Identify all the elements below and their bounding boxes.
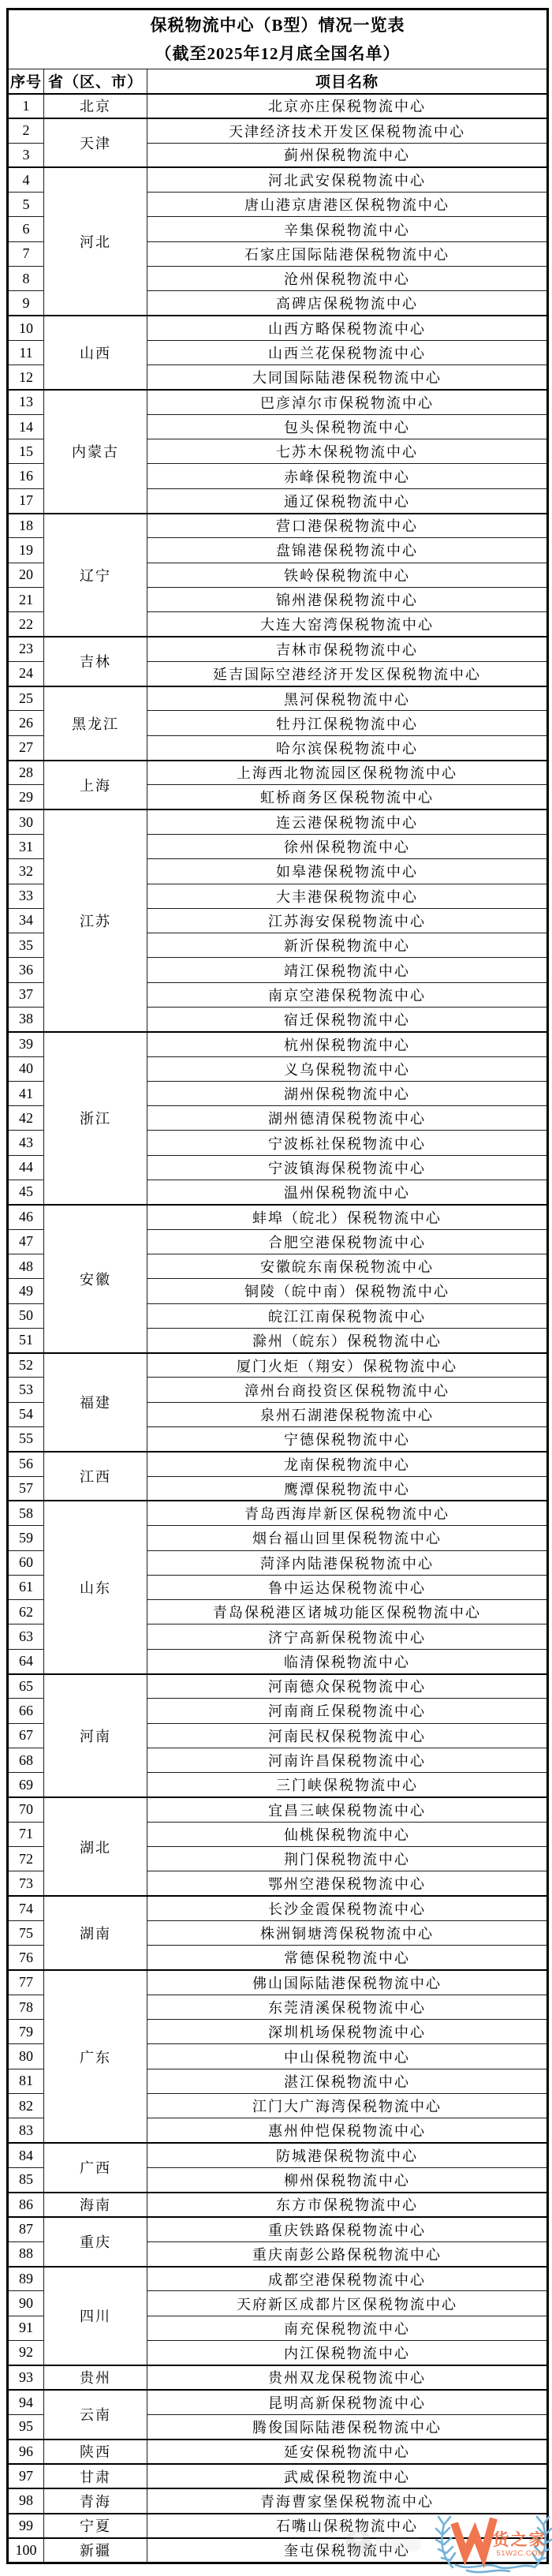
row-index-cell: 1 — [8, 94, 44, 118]
project-cell: 宁波镇海保税物流中心 — [147, 1155, 548, 1180]
row-index-cell: 82 — [8, 2094, 44, 2118]
project-cell: 江苏海安保税物流中心 — [147, 908, 548, 933]
project-cell: 大丰港保税物流中心 — [147, 884, 548, 908]
row-index-cell: 30 — [8, 809, 44, 834]
table-row — [8, 1032, 548, 1056]
row-index-cell: 98 — [8, 2488, 44, 2513]
project-cell: 济宁高新保税物流中心 — [147, 1624, 548, 1649]
table-row — [8, 809, 548, 834]
row-index-cell: 65 — [8, 1674, 44, 1699]
table-row — [8, 1797, 548, 1822]
row-index-cell: 33 — [8, 884, 44, 908]
province-cell: 天津 — [44, 118, 147, 168]
project-cell: 天府新区成都片区保税物流中心 — [147, 2291, 548, 2316]
project-cell: 哈尔滨保税物流中心 — [147, 735, 548, 760]
project-cell: 南充保税物流中心 — [147, 2316, 548, 2340]
project-cell: 河北武安保税物流中心 — [147, 167, 548, 192]
row-index-cell: 31 — [8, 834, 44, 858]
table-row — [8, 2390, 548, 2414]
row-index-cell: 91 — [8, 2316, 44, 2340]
row-index-cell: 5 — [8, 193, 44, 217]
table-row — [8, 1896, 548, 1920]
watermark-w-icon — [454, 2518, 494, 2555]
project-cell: 重庆铁路保税物流中心 — [147, 2217, 548, 2241]
project-cell: 长沙金霞保税物流中心 — [147, 1896, 548, 1920]
column-header-province: 省（区、市） — [44, 69, 147, 94]
table-row — [8, 1501, 548, 1525]
row-index-cell: 55 — [8, 1427, 44, 1452]
row-index-cell: 41 — [8, 1081, 44, 1105]
table-row — [8, 1353, 548, 1378]
row-index-cell: 16 — [8, 464, 44, 488]
row-index-cell: 64 — [8, 1649, 44, 1673]
row-index-cell: 93 — [8, 2365, 44, 2390]
row-index-cell: 40 — [8, 1056, 44, 1081]
row-index-cell: 7 — [8, 241, 44, 266]
row-index-cell: 24 — [8, 661, 44, 686]
table-row — [8, 94, 548, 118]
project-cell: 延吉国际空港经济开发区保税物流中心 — [147, 661, 548, 686]
project-cell: 鄂州空港保税物流中心 — [147, 1871, 548, 1896]
project-cell: 江门大广海湾保税物流中心 — [147, 2094, 548, 2118]
table-row — [8, 637, 548, 661]
province-cell: 北京 — [44, 94, 147, 118]
ghost-blob-icon — [375, 2536, 421, 2552]
row-index-cell: 97 — [8, 2464, 44, 2488]
project-cell: 河南商丘保税物流中心 — [147, 1699, 548, 1723]
project-cell: 连云港保税物流中心 — [147, 809, 548, 834]
row-index-cell: 59 — [8, 1526, 44, 1550]
project-cell: 锦州港保税物流中心 — [147, 587, 548, 611]
province-cell: 青海 — [44, 2488, 147, 2513]
project-cell: 巴彦淖尔市保税物流中心 — [147, 390, 548, 414]
row-index-cell: 66 — [8, 1699, 44, 1723]
row-index-cell: 28 — [8, 761, 44, 785]
table-row — [8, 761, 548, 785]
row-index-cell: 77 — [8, 1970, 44, 1995]
row-index-cell: 26 — [8, 711, 44, 735]
project-cell: 深圳机场保税物流中心 — [147, 2020, 548, 2044]
column-header-index: 序号 — [8, 69, 44, 94]
table-row — [8, 390, 548, 414]
row-index-cell: 92 — [8, 2341, 44, 2365]
table-row — [8, 2217, 548, 2241]
project-cell: 铜陵（皖中南）保税物流中心 — [147, 1279, 548, 1303]
row-index-cell: 29 — [8, 785, 44, 809]
row-index-cell: 85 — [8, 2167, 44, 2192]
row-index-cell: 74 — [8, 1896, 44, 1920]
project-cell: 营口港保税物流中心 — [147, 514, 548, 538]
project-cell: 山西方略保税物流中心 — [147, 316, 548, 340]
project-cell: 新沂保税物流中心 — [147, 933, 548, 958]
row-index-cell: 19 — [8, 538, 44, 563]
row-index-cell: 2 — [8, 118, 44, 143]
project-cell: 宁波栎社保税物流中心 — [147, 1131, 548, 1155]
project-cell: 烟台福山回里保税物流中心 — [147, 1526, 548, 1550]
row-index-cell: 58 — [8, 1501, 44, 1525]
project-cell: 大同国际陆港保税物流中心 — [147, 365, 548, 390]
project-cell: 靖江保税物流中心 — [147, 958, 548, 982]
project-cell: 天津经济技术开发区保税物流中心 — [147, 118, 548, 143]
project-cell: 湖州德清保税物流中心 — [147, 1106, 548, 1131]
table-row — [8, 118, 548, 143]
row-index-cell: 87 — [8, 2217, 44, 2241]
row-index-cell: 67 — [8, 1723, 44, 1748]
row-index-cell: 94 — [8, 2390, 44, 2414]
project-cell: 牡丹江保税物流中心 — [147, 711, 548, 735]
row-index-cell: 51 — [8, 1328, 44, 1352]
row-index-cell: 11 — [8, 340, 44, 365]
project-cell: 蚌埠（皖北）保税物流中心 — [147, 1205, 548, 1229]
project-cell: 唐山港京唐港区保税物流中心 — [147, 193, 548, 217]
project-cell: 菏泽内陆港保税物流中心 — [147, 1550, 548, 1575]
project-cell: 高碑店保税物流中心 — [147, 291, 548, 316]
province-cell: 上海 — [44, 761, 147, 810]
row-index-cell: 83 — [8, 2118, 44, 2143]
row-index-cell: 6 — [8, 217, 44, 241]
project-cell: 常德保税物流中心 — [147, 1946, 548, 1970]
table-row — [8, 167, 548, 192]
project-cell: 如皋港保税物流中心 — [147, 859, 548, 884]
province-cell: 宁夏 — [44, 2514, 147, 2538]
project-cell: 仙桃保税物流中心 — [147, 1822, 548, 1846]
province-cell: 湖南 — [44, 1896, 147, 1970]
row-index-cell: 86 — [8, 2193, 44, 2217]
project-cell: 赤峰保税物流中心 — [147, 464, 548, 488]
project-cell: 内江保税物流中心 — [147, 2341, 548, 2365]
project-cell: 蓟州保税物流中心 — [147, 143, 548, 167]
row-index-cell: 78 — [8, 1995, 44, 2019]
row-index-cell: 39 — [8, 1032, 44, 1056]
row-index-cell: 100 — [8, 2538, 44, 2563]
project-cell: 株洲铜塘湾保税物流中心 — [147, 1920, 548, 1945]
table-row — [8, 1970, 548, 1995]
ghost-dot-icon — [353, 2533, 363, 2542]
row-index-cell: 18 — [8, 514, 44, 538]
table-row — [8, 686, 548, 711]
table-row — [8, 514, 548, 538]
project-cell: 奎屯保税物流中心 — [147, 2538, 548, 2563]
column-header-project: 项目名称 — [147, 69, 548, 94]
project-cell: 河南德众保税物流中心 — [147, 1674, 548, 1699]
row-index-cell: 95 — [8, 2414, 44, 2439]
project-cell: 包头保税物流中心 — [147, 414, 548, 439]
row-index-cell: 50 — [8, 1303, 44, 1328]
row-index-cell: 61 — [8, 1575, 44, 1599]
row-index-cell: 36 — [8, 958, 44, 982]
row-index-cell: 90 — [8, 2291, 44, 2316]
row-index-cell: 63 — [8, 1624, 44, 1649]
project-cell: 防城港保税物流中心 — [147, 2143, 548, 2167]
row-index-cell: 69 — [8, 1773, 44, 1797]
province-cell: 新疆 — [44, 2538, 147, 2563]
province-cell: 甘肃 — [44, 2464, 147, 2488]
project-cell: 沧州保税物流中心 — [147, 267, 548, 291]
title-line-2: （截至2025年12月底全国名单） — [155, 44, 401, 63]
header-row — [8, 69, 548, 94]
project-cell: 南京空港保税物流中心 — [147, 982, 548, 1007]
row-index-cell: 60 — [8, 1550, 44, 1575]
row-index-cell: 43 — [8, 1131, 44, 1155]
project-cell: 武威保税物流中心 — [147, 2464, 548, 2488]
row-index-cell: 96 — [8, 2440, 44, 2464]
project-cell: 青海曹家堡保税物流中心 — [147, 2488, 548, 2513]
province-cell: 贵州 — [44, 2365, 147, 2390]
province-cell: 河南 — [44, 1674, 147, 1797]
project-cell: 吉林市保税物流中心 — [147, 637, 548, 661]
row-index-cell: 52 — [8, 1353, 44, 1378]
project-cell: 宿迁保税物流中心 — [147, 1007, 548, 1031]
province-cell: 重庆 — [44, 2217, 147, 2267]
row-index-cell: 44 — [8, 1155, 44, 1180]
table-row — [8, 2365, 548, 2390]
project-cell: 临清保税物流中心 — [147, 1649, 548, 1673]
row-index-cell: 62 — [8, 1600, 44, 1624]
row-index-cell: 8 — [8, 267, 44, 291]
row-index-cell: 56 — [8, 1452, 44, 1476]
row-index-cell: 25 — [8, 686, 44, 711]
project-cell: 宜昌三峡保税物流中心 — [147, 1797, 548, 1822]
project-cell: 三门峡保税物流中心 — [147, 1773, 548, 1797]
province-cell: 山西 — [44, 316, 147, 390]
project-cell: 义乌保税物流中心 — [147, 1056, 548, 1081]
row-index-cell: 47 — [8, 1229, 44, 1254]
province-cell: 吉林 — [44, 637, 147, 686]
province-cell: 陕西 — [44, 2440, 147, 2464]
province-cell: 四川 — [44, 2267, 147, 2365]
row-index-cell: 73 — [8, 1871, 44, 1896]
province-cell: 云南 — [44, 2390, 147, 2440]
project-cell: 虹桥商务区保税物流中心 — [147, 785, 548, 809]
project-cell: 石嘴山保税物流中心 — [147, 2514, 548, 2538]
row-index-cell: 57 — [8, 1476, 44, 1501]
table-row — [8, 2193, 548, 2217]
project-cell: 泉州石湖港保税物流中心 — [147, 1402, 548, 1426]
project-cell: 宁德保税物流中心 — [147, 1427, 548, 1452]
province-cell: 内蒙古 — [44, 390, 147, 513]
project-cell: 安徽皖东南保税物流中心 — [147, 1254, 548, 1278]
province-cell: 河北 — [44, 167, 147, 316]
row-index-cell: 79 — [8, 2020, 44, 2044]
project-cell: 昆明高新保税物流中心 — [147, 2390, 548, 2414]
row-index-cell: 10 — [8, 316, 44, 340]
project-cell: 河南民权保税物流中心 — [147, 1723, 548, 1748]
project-cell: 贵州双龙保税物流中心 — [147, 2365, 548, 2390]
row-index-cell: 46 — [8, 1205, 44, 1229]
project-cell: 温州保税物流中心 — [147, 1180, 548, 1205]
row-index-cell: 84 — [8, 2143, 44, 2167]
row-index-cell: 76 — [8, 1946, 44, 1970]
project-cell: 东方市保税物流中心 — [147, 2193, 548, 2217]
row-index-cell: 23 — [8, 637, 44, 661]
table-row — [8, 2143, 548, 2167]
project-cell: 青岛西海岸新区保税物流中心 — [147, 1501, 548, 1525]
row-index-cell: 54 — [8, 1402, 44, 1426]
brand-site: 51W2C.COM — [496, 2549, 545, 2558]
project-cell: 大连大窑湾保税物流中心 — [147, 612, 548, 637]
province-cell: 湖北 — [44, 1797, 147, 1896]
project-cell: 徐州保税物流中心 — [147, 834, 548, 858]
row-index-cell: 17 — [8, 488, 44, 513]
table-body — [8, 9, 548, 2563]
project-cell: 上海西北物流园区保税物流中心 — [147, 761, 548, 785]
table-row — [8, 316, 548, 340]
province-cell: 黑龙江 — [44, 686, 147, 761]
project-cell: 腾俊国际陆港保税物流中心 — [147, 2414, 548, 2439]
project-cell: 七苏木保税物流中心 — [147, 439, 548, 464]
row-index-cell: 42 — [8, 1106, 44, 1131]
row-index-cell: 99 — [8, 2514, 44, 2538]
province-cell: 福建 — [44, 1353, 147, 1452]
row-index-cell: 21 — [8, 587, 44, 611]
title-line-1: 保税物流中心（B型）情况一览表 — [150, 16, 405, 35]
bonded-logistics-table — [6, 8, 549, 2564]
title-row — [8, 9, 548, 69]
province-cell: 海南 — [44, 2193, 147, 2217]
project-cell: 合肥空港保税物流中心 — [147, 1229, 548, 1254]
province-cell: 安徽 — [44, 1205, 147, 1353]
project-cell: 佛山国际陆港保税物流中心 — [147, 1970, 548, 1995]
row-index-cell: 49 — [8, 1279, 44, 1303]
row-index-cell: 12 — [8, 365, 44, 390]
project-cell: 惠州仲恺保税物流中心 — [147, 2118, 548, 2143]
brand-watermark — [435, 2474, 552, 2575]
row-index-cell: 71 — [8, 1822, 44, 1846]
table-title — [8, 9, 548, 69]
row-index-cell: 9 — [8, 291, 44, 316]
row-index-cell: 37 — [8, 982, 44, 1007]
row-index-cell: 80 — [8, 2044, 44, 2069]
project-cell: 青岛保税港区诸城功能区保税物流中心 — [147, 1600, 548, 1624]
table-row — [8, 2267, 548, 2291]
province-cell: 辽宁 — [44, 514, 147, 637]
brand-name: 货之家 — [492, 2531, 547, 2549]
project-cell: 杭州保税物流中心 — [147, 1032, 548, 1056]
row-index-cell: 32 — [8, 859, 44, 884]
table-row — [8, 1205, 548, 1229]
province-cell: 浙江 — [44, 1032, 147, 1205]
project-cell: 铁岭保税物流中心 — [147, 563, 548, 587]
project-cell: 重庆南彭公路保税物流中心 — [147, 2241, 548, 2266]
project-cell: 柳州保税物流中心 — [147, 2167, 548, 2192]
project-cell: 河南许昌保税物流中心 — [147, 1748, 548, 1772]
row-index-cell: 22 — [8, 612, 44, 637]
sheet — [6, 8, 549, 2564]
province-cell: 广西 — [44, 2143, 147, 2193]
project-cell: 鹰潭保税物流中心 — [147, 1476, 548, 1501]
project-cell: 皖江江南保税物流中心 — [147, 1303, 548, 1328]
row-index-cell: 48 — [8, 1254, 44, 1278]
row-index-cell: 14 — [8, 414, 44, 439]
project-cell: 荆门保税物流中心 — [147, 1847, 548, 1871]
project-cell: 延安保税物流中心 — [147, 2440, 548, 2464]
province-cell: 江西 — [44, 1452, 147, 1501]
project-cell: 漳州台商投资区保税物流中心 — [147, 1378, 548, 1402]
project-cell: 辛集保税物流中心 — [147, 217, 548, 241]
project-cell: 石家庄国际陆港保税物流中心 — [147, 241, 548, 266]
row-index-cell: 89 — [8, 2267, 44, 2291]
project-cell: 龙南保税物流中心 — [147, 1452, 548, 1476]
row-index-cell: 13 — [8, 390, 44, 414]
row-index-cell: 75 — [8, 1920, 44, 1945]
row-index-cell: 70 — [8, 1797, 44, 1822]
project-cell: 山西兰花保税物流中心 — [147, 340, 548, 365]
province-cell: 广东 — [44, 1970, 147, 2143]
project-cell: 黑河保税物流中心 — [147, 686, 548, 711]
project-cell: 通辽保税物流中心 — [147, 488, 548, 513]
project-cell: 盘锦港保税物流中心 — [147, 538, 548, 563]
province-cell: 山东 — [44, 1501, 147, 1673]
row-index-cell: 3 — [8, 143, 44, 167]
row-index-cell: 35 — [8, 933, 44, 958]
row-index-cell: 81 — [8, 2069, 44, 2093]
wave-icon — [456, 2565, 533, 2572]
project-cell: 中山保税物流中心 — [147, 2044, 548, 2069]
row-index-cell: 68 — [8, 1748, 44, 1772]
province-cell: 江苏 — [44, 809, 147, 1032]
ghost-watermark — [330, 2522, 432, 2566]
table-row — [8, 1452, 548, 1476]
row-index-cell: 20 — [8, 563, 44, 587]
project-cell: 湖州保税物流中心 — [147, 1081, 548, 1105]
project-cell: 东莞清溪保税物流中心 — [147, 1995, 548, 2019]
project-cell: 北京亦庄保税物流中心 — [147, 94, 548, 118]
row-index-cell: 15 — [8, 439, 44, 464]
row-index-cell: 53 — [8, 1378, 44, 1402]
row-index-cell: 34 — [8, 908, 44, 933]
row-index-cell: 45 — [8, 1180, 44, 1205]
row-index-cell: 27 — [8, 735, 44, 760]
row-index-cell: 72 — [8, 1847, 44, 1871]
table-row — [8, 1674, 548, 1699]
row-index-cell: 88 — [8, 2241, 44, 2266]
project-cell: 湛江保税物流中心 — [147, 2069, 548, 2093]
row-index-cell: 4 — [8, 167, 44, 192]
project-cell: 鲁中运达保税物流中心 — [147, 1575, 548, 1599]
table-row — [8, 2440, 548, 2464]
project-cell: 滁州（皖东）保税物流中心 — [147, 1328, 548, 1352]
project-cell: 成都空港保税物流中心 — [147, 2267, 548, 2291]
row-index-cell: 38 — [8, 1007, 44, 1031]
project-cell: 厦门火炬（翔安）保税物流中心 — [147, 1353, 548, 1378]
